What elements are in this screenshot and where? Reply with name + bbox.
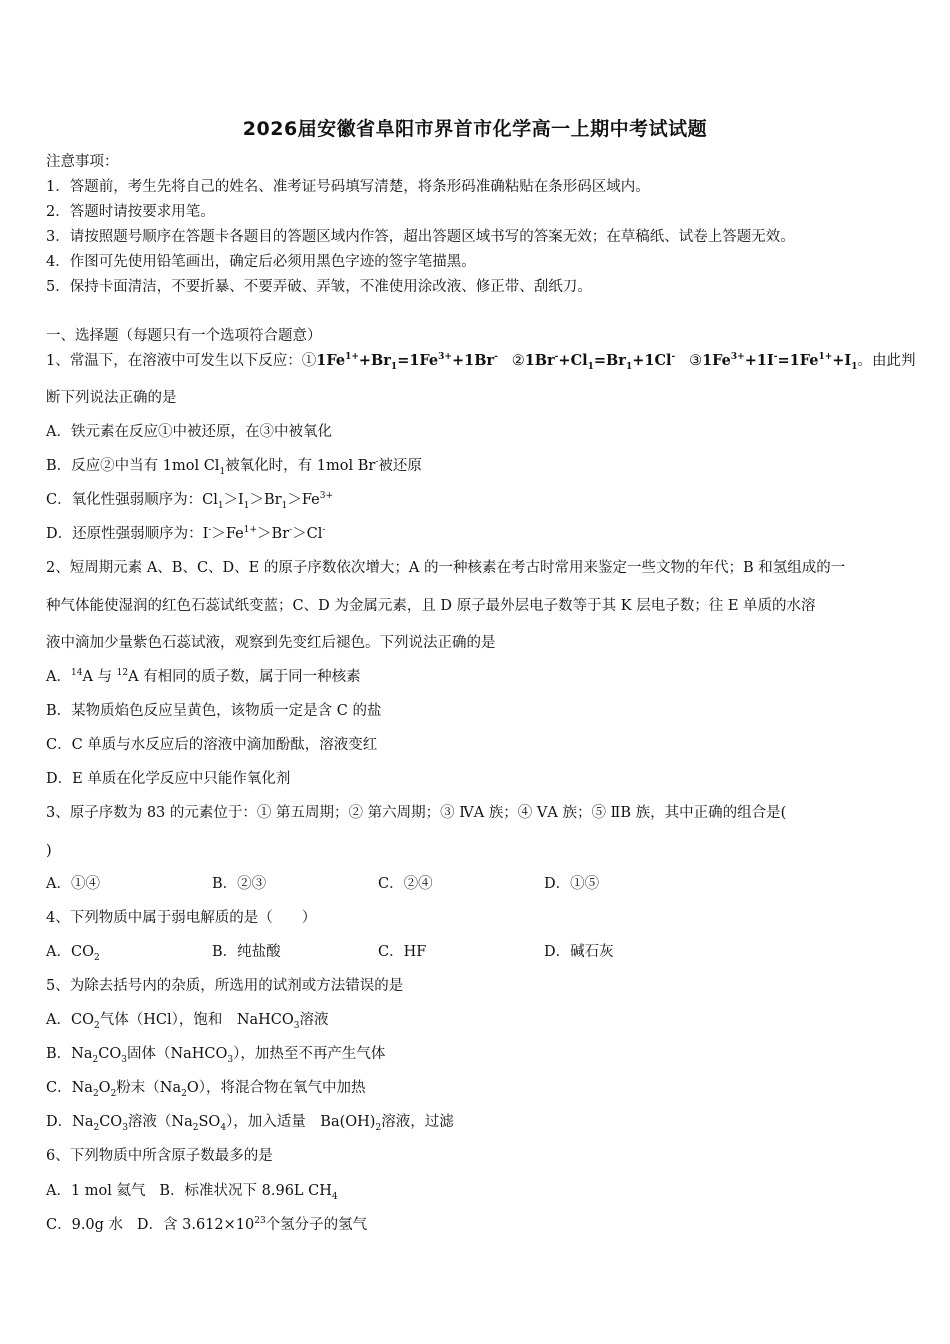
q4-option-b: B．纯盐酸 bbox=[212, 944, 281, 960]
q2-option-d: D．E 单质在化学反应中只能作氧化剂 bbox=[46, 771, 291, 787]
q1-option-c: C．氧化性强弱顺序为：$Cl_1>I_1>Br_1>Fe^{3+}$ bbox=[46, 491, 333, 511]
q6-stem: 6、下列物质中所含原子数最多的是 bbox=[46, 1148, 273, 1164]
q2-option-b: B．某物质焰色反应呈黄色，该物质一定是含 C 的盐 bbox=[46, 703, 382, 719]
q5-option-c: C．$Na_2O_2$粉末$(Na_2O)$，将混合物在氧气中加热 bbox=[46, 1080, 366, 1099]
q6-options-cd bbox=[46, 1215, 367, 1235]
q3-option-b: B．②③ bbox=[212, 876, 267, 892]
q4-option-a: A．$CO_2$ bbox=[46, 944, 100, 963]
notice-item-4: 4．作图可先使用铅笔画出，确定后必须用黑色字迹的签字笔描黑。 bbox=[46, 254, 476, 270]
q3-stem-line2: ) bbox=[46, 843, 52, 859]
notice-item-3: 3．请按照题号顺序在答题卡各题目的答题区域内作答，超出答题区域书写的答案无效；在草稿纸、试卷上答题无效。 bbox=[46, 229, 795, 245]
q3-option-d: D．①⑤ bbox=[544, 876, 600, 892]
notice-item-1: 1．答题前，考生先将自己的姓名、准考证号码填写清楚，将条形码准确粘贴在条形码区域内。 bbox=[46, 179, 650, 195]
q1-option-b: B．反应②中当有 1mol $Cl_1$被氧化时，有 1mol Br-被还原 bbox=[46, 457, 422, 477]
page-title: 2026届安徽省阜阳市界首市化学高一上期中考试试题 bbox=[242, 118, 708, 140]
q1-stem: 1、常温下，在溶液中可发生以下反应：$①1Fe^{1+}+Br_1=1Fe^{3+}+1Br^-$ $②1Br^-+Cl_1=Br_1+1Cl^-$ $③1Fe^{3+}+1I^-=1Fe^{1+}+I_1$。由此判 bbox=[46, 352, 916, 372]
q3-option-a: A．①④ bbox=[46, 876, 100, 892]
q1-stem-line2: 断下列说法正确的是 bbox=[46, 390, 177, 406]
q4-options bbox=[46, 942, 710, 962]
q2-stem-line3: 液中滴加少量紫色石蕊试液，观察到先变红后褪色。下列说法正确的是 bbox=[46, 635, 496, 651]
q6-option-a: A．1 mol 氦气 bbox=[46, 1183, 146, 1199]
q6-option-c: C．9.0g 水 bbox=[46, 1217, 124, 1233]
q2-stem-line2: 种气体能使湿润的红色石蕊试纸变蓝；C、D 为金属元素，且 D 原子最外层电子数等于其 K 层电子数；往 E 单质的水溶 bbox=[46, 598, 816, 614]
q3-stem-line1: 3、原子序数为 83 的元素位于：① 第五周期；② 第六周期；③ ⅣA 族；④ ⅤA 族；⑤ ⅡB 族，其中正确的组合是( bbox=[46, 805, 787, 821]
q2-option-a: A．$^{14}$A 与 $^{12}$A 有相同的质子数，属于同一种核素 bbox=[46, 668, 361, 685]
q5-option-d: D．$Na_2CO_3$溶液$(Na_2SO_4)$，加入适量 $Ba(OH)_2$溶液，过滤 bbox=[46, 1114, 454, 1133]
q2-option-c: C．C 单质与水反应后的溶液中滴加酚酞，溶液变红 bbox=[46, 737, 378, 753]
q6-options-ab bbox=[46, 1181, 338, 1201]
notice-heading: 注意事项： bbox=[46, 154, 119, 170]
q3-option-c: C．②④ bbox=[378, 876, 433, 892]
q6-option-d: D．含 $3.612\times 10^{23}$个氢分子的氢气 bbox=[136, 1216, 368, 1233]
notice-item-2: 2．答题时请按要求用笔。 bbox=[46, 204, 215, 220]
q3-options bbox=[46, 874, 710, 894]
q5-stem: 5、为除去括号内的杂质，所选用的试剂或方法错误的是 bbox=[46, 978, 404, 994]
q4-stem: 4、下列物质中属于弱电解质的是（ ） bbox=[46, 910, 317, 926]
notice-item-5: 5．保持卡面清洁，不要折暴、不要弄破、弄皱，不准使用涂改液、修正带、刮纸刀。 bbox=[46, 279, 592, 295]
q1-option-a: A．铁元素在反应①中被还原，在③中被氧化 bbox=[46, 424, 332, 440]
q2-stem-line1: 2、短周期元素 A、B、C、D、E 的原子序数依次增大；A 的一种核素在考古时常用来鉴定一些文物的年代；B 和氢组成的一 bbox=[46, 560, 846, 576]
q4-option-c: C．HF bbox=[378, 944, 427, 960]
q4-option-d: D．碱石灰 bbox=[544, 944, 614, 960]
q1-option-d: D．还原性强弱顺序为：$I^->Fe^{1+}>Br^->Cl^-$ bbox=[46, 525, 326, 542]
section-heading: 一、选择题（每题只有一个选项符合题意） bbox=[46, 328, 322, 344]
q6-option-b: B．标准状况下 8.96L $CH_4$ bbox=[159, 1183, 338, 1202]
q5-option-b: B．$Na_2CO_3$固体（NaHCO$_3$），加热至不再产生气体 bbox=[46, 1046, 386, 1065]
q5-option-a: A．$CO_2$气体（HCl），饱和 NaHCO$_3$溶液 bbox=[46, 1012, 329, 1031]
